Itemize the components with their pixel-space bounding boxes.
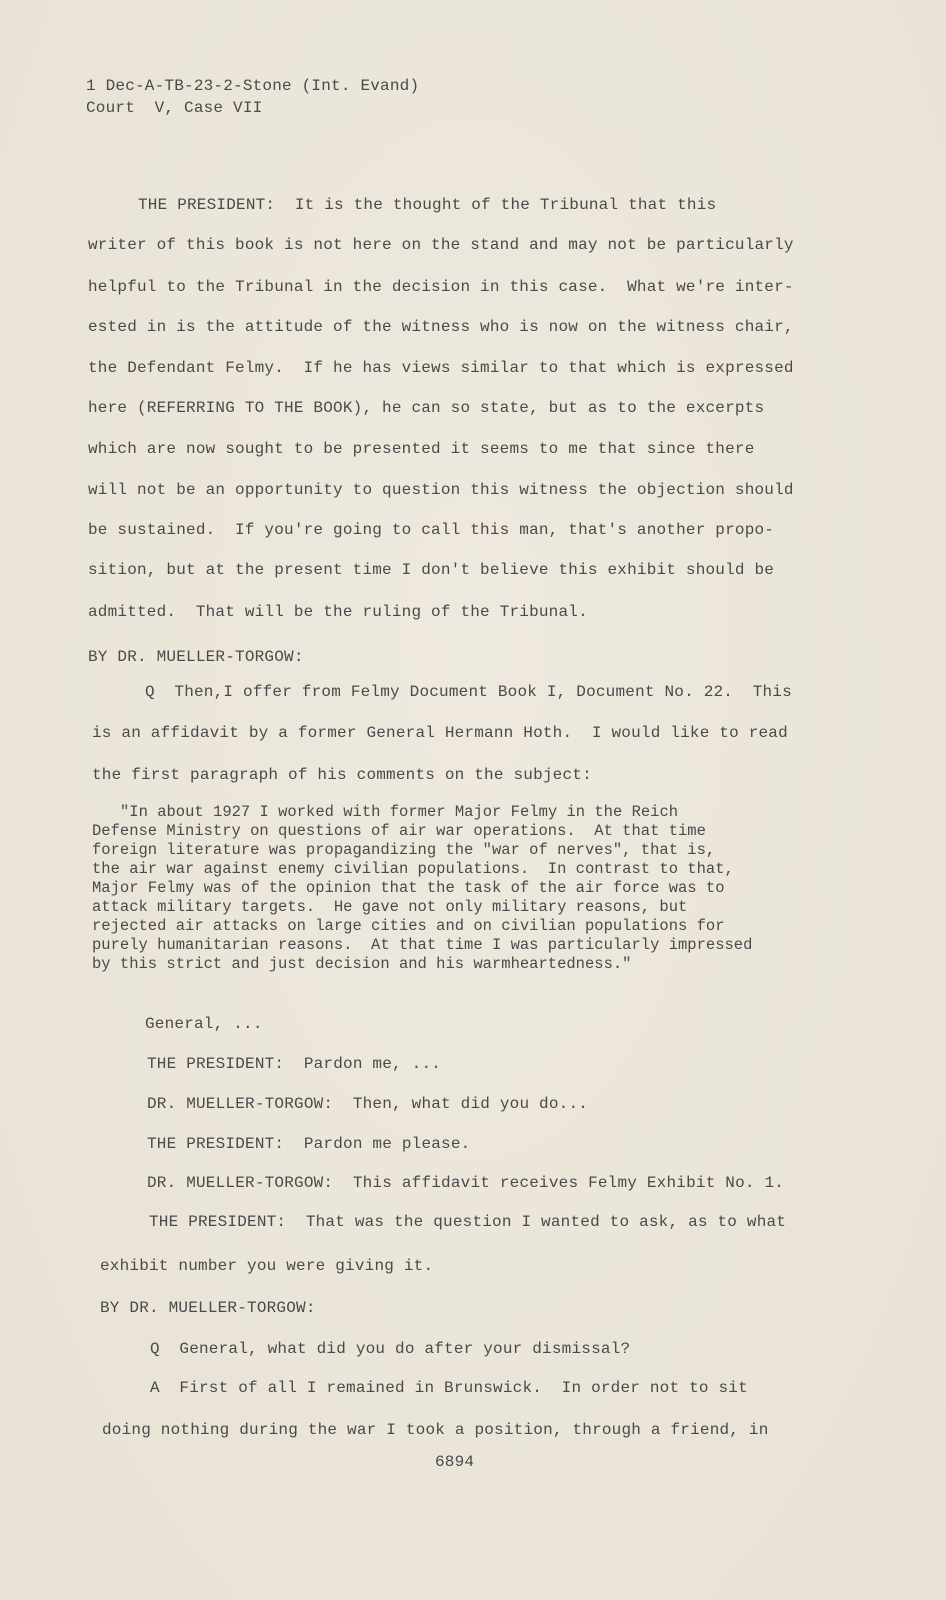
ruling-line: ested in is the attitude of the witness who is now on the witness chair, [88, 318, 794, 336]
quote-line: the air war against enemy civilian populations. In contrast to that, [92, 860, 734, 878]
examiner-heading: BY DR. MUELLER-TORGOW: [88, 648, 304, 666]
question-line: is an affidavit by a former General Hermann Hoth. I would like to read [92, 724, 788, 742]
quote-line: by this strict and just decision and his warmheartedness." [92, 955, 632, 973]
ruling-line: will not be an opportunity to question this witness the objection should [88, 481, 794, 499]
exchange-line: General, ... [145, 1015, 263, 1033]
ruling-line: here (REFERRING TO THE BOOK), he can so state, but as to the excerpts [88, 399, 765, 417]
page-number: 6894 [435, 1453, 475, 1471]
exchange-line: DR. MUELLER-TORGOW: Then, what did you do... [147, 1095, 589, 1113]
exchange-line: THE PRESIDENT: That was the question I wanted to ask, as to what [149, 1213, 787, 1231]
ruling-line: be sustained. If you're going to call this man, that's another propo- [88, 521, 775, 539]
ruling-line: which are now sought to be presented it seems to me that since there [88, 440, 755, 458]
quote-line: Major Felmy was of the opinion that the task of the air force was to [92, 879, 725, 897]
quote-line: "In about 1927 I worked with former Major Felmy in the Reich [120, 803, 679, 821]
ruling-line: helpful to the Tribunal in the decision in this case. What we're inter- [88, 278, 794, 296]
ruling-line: admitted. That will be the ruling of the Tribunal. [88, 603, 588, 621]
quote-line: Defense Ministry on questions of air war operations. At that time [92, 822, 706, 840]
qa-line: Q General, what did you do after your dismissal? [150, 1340, 631, 1358]
exchange-line: DR. MUELLER-TORGOW: This affidavit receives Felmy Exhibit No. 1. [147, 1174, 785, 1192]
examiner-heading: BY DR. MUELLER-TORGOW: [100, 1299, 316, 1317]
question-line: Q Then,I offer from Felmy Document Book I, Document No. 22. This [145, 683, 792, 701]
quote-line: foreign literature was propagandizing the "war of nerves", that is, [92, 841, 716, 859]
ruling-line: THE PRESIDENT: It is the thought of the Tribunal that this [138, 196, 717, 214]
exchange-line: THE PRESIDENT: Pardon me please. [147, 1135, 471, 1153]
ruling-line: sition, but at the present time I don't believe this exhibit should be [88, 561, 775, 579]
quote-line: purely humanitarian reasons. At that time I was particularly impressed [92, 936, 753, 954]
quote-line: attack military targets. He gave not only military reasons, but [92, 898, 688, 916]
qa-line: A First of all I remained in Brunswick. In order not to sit [150, 1379, 748, 1397]
ruling-line: the Defendant Felmy. If he has views similar to that which is expressed [88, 359, 794, 377]
question-line: the first paragraph of his comments on the subject: [92, 766, 592, 784]
ruling-line: writer of this book is not here on the stand and may not be particularly [88, 236, 794, 254]
quote-line: rejected air attacks on large cities and on civilian populations for [92, 917, 725, 935]
header-line: Court V, Case VII [86, 99, 263, 117]
exchange-line: exhibit number you were giving it. [100, 1257, 434, 1275]
exchange-line: THE PRESIDENT: Pardon me, ... [147, 1055, 442, 1073]
qa-line: doing nothing during the war I took a position, through a friend, in [102, 1421, 769, 1439]
header-line: 1 Dec-A-TB-23-2-Stone (Int. Evand) [86, 77, 420, 95]
